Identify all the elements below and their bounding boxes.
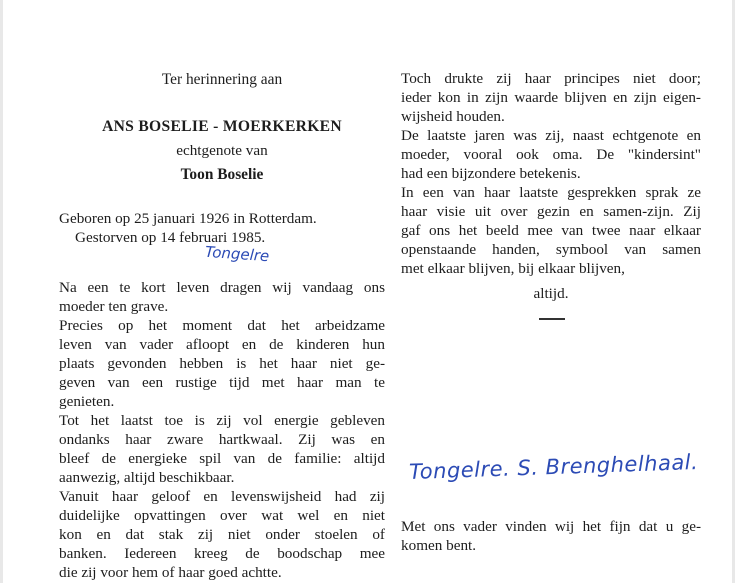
remembrance-intro: Ter herinnering aan <box>161 71 283 88</box>
deceased-name: ANS BOSELIE - MOERKERKEN <box>102 118 342 135</box>
paragraph-line: moeder, vooral ook oma. De "kindersint" <box>401 146 701 163</box>
paragraph-line: haar visie uit over gezin en samen-zijn. Zij <box>401 203 701 220</box>
birth-line: Geboren op 25 januari 1926 in Rotterdam. <box>59 210 317 227</box>
paragraph-line: gaf ons het beeld mee van twee naar elkaar <box>401 222 701 239</box>
paragraph-line: Vanuit haar geloof en levenswijsheid had zij <box>59 488 385 505</box>
paragraph-line: kon en dat stak zij niet onder stoelen of <box>59 526 385 543</box>
spouse-name: Toon Boselie <box>180 166 264 183</box>
paragraph-line: ondanks haar zware hartkwaal. Zij was en <box>59 431 385 448</box>
thanks-line: komen bent. <box>401 537 477 554</box>
paragraph-line: die zij voor hem of haar goed achtte. <box>59 564 282 581</box>
relation-text: echtgenote van <box>176 142 268 159</box>
closing-word: altijd. <box>533 285 569 302</box>
death-line: Gestorven op 14 februari 1985. <box>75 229 266 246</box>
paragraph-line: Tot het laatst toe is zij vol energie gebleven <box>59 412 385 429</box>
paragraph-line: aanwezig, altijd beschikbaar. <box>59 469 235 486</box>
thanks-line: Met ons vader vinden wij het fijn dat u ge- <box>401 518 701 535</box>
handwritten-note: Tongelre. S. Brenghelhaal. <box>408 449 699 485</box>
paragraph-line: bleef de energieke spil van de familie: altijd <box>59 450 385 467</box>
paragraph-line: Na een te kort leven dragen wij vandaag ons <box>59 279 385 296</box>
separator-dash <box>539 318 565 320</box>
paragraph-line: Precies op het moment dat het arbeidzame <box>59 317 385 334</box>
paragraph-line: Toch drukte zij haar principes niet door; <box>401 70 701 87</box>
paragraph-line: ieder kon in zijn waarde blijven en zijn eigen- <box>401 89 701 106</box>
paragraph-line: leven van vader afloopt en de kinderen hun <box>59 336 385 353</box>
paragraph-line: In een van haar laatste gesprekken sprak ze <box>401 184 701 201</box>
paragraph-line: duidelijke opvattingen over wat wel en niet <box>59 507 385 524</box>
paragraph-line: De laatste jaren was zij, naast echtgenote en <box>401 127 701 144</box>
paragraph-line: moeder ten grave. <box>59 298 169 315</box>
paragraph-line: openstaande handen, symbool van samen <box>401 241 701 258</box>
paragraph-line: wijsheid houden. <box>401 108 505 125</box>
paragraph-line: met elkaar blijven, bij elkaar blijven, <box>401 260 625 277</box>
paragraph-line: genieten. <box>59 393 115 410</box>
paragraph-line: plaats gevonden hebben is het haar niet ge- <box>59 355 385 372</box>
paragraph-line: geven van een rustige tijd met haar man te <box>59 374 385 391</box>
paragraph-line: had een bijzondere betekenis. <box>401 165 581 182</box>
handwritten-place: Tongelre <box>204 242 270 266</box>
paragraph-line: banken. Iedereen kreeg de boodschap mee <box>59 545 385 562</box>
card-left-edge <box>0 0 3 583</box>
